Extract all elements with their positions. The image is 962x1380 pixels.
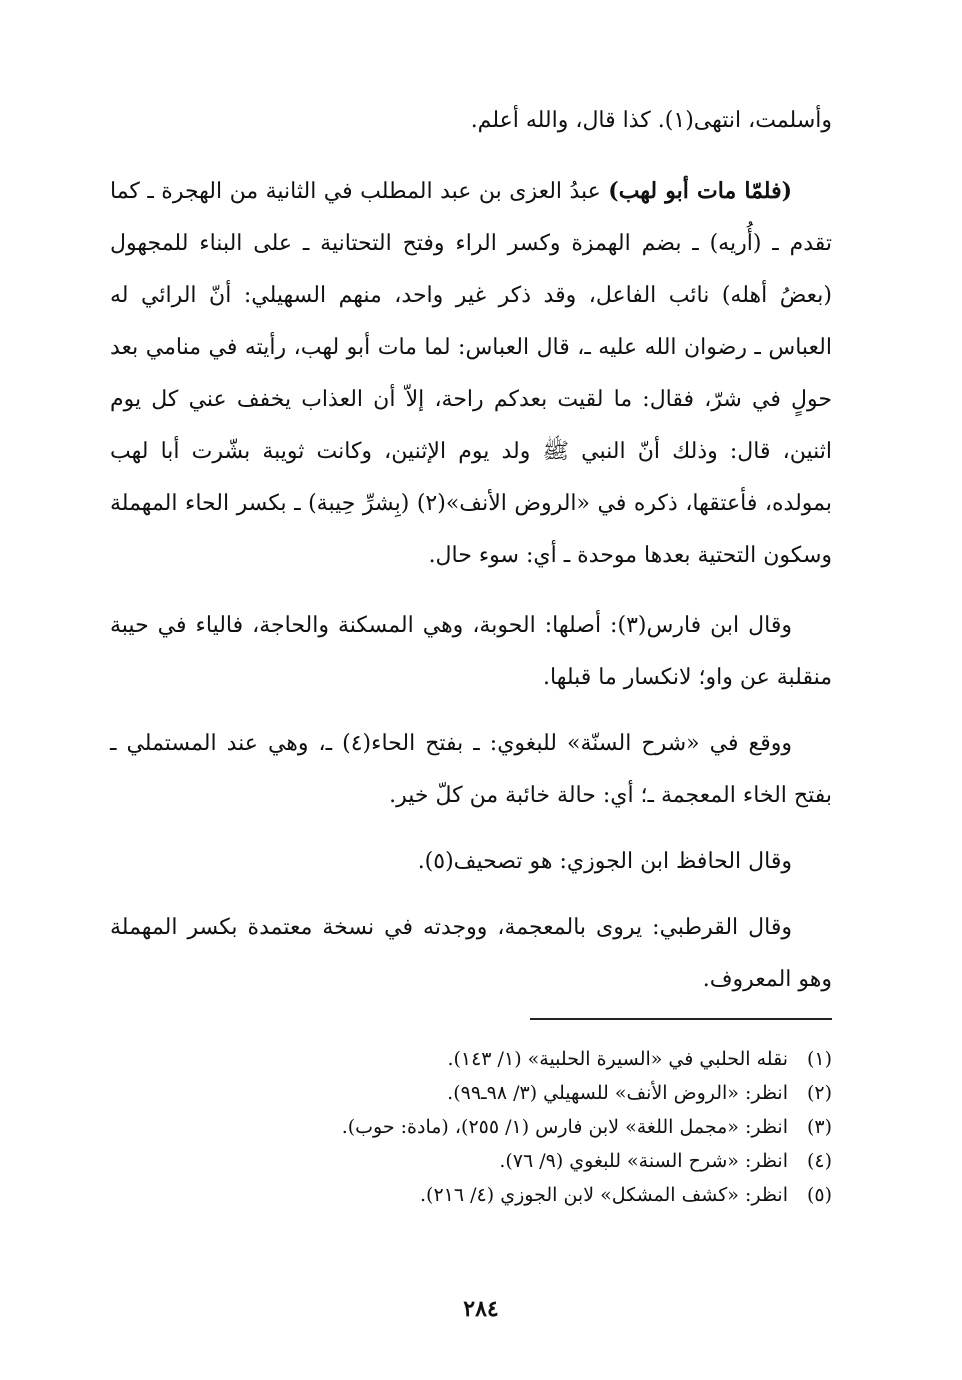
footnote-item — [110, 1076, 832, 1110]
footnote-text: انظر: «الروض الأنف» للسهيلي (٣/ ٩٨ـ٩٩). — [447, 1082, 788, 1104]
footnote-item — [110, 1110, 832, 1144]
footnote-text: انظر: «شرح السنة» للبغوي (٩/ ٧٦). — [499, 1150, 788, 1172]
footnote-text: نقله الحلبي في «السيرة الحلبية» (١/ ١٤٣). — [447, 1048, 788, 1070]
footnote-item — [110, 1042, 832, 1076]
footnote-number: (٤) — [806, 1150, 832, 1172]
paragraph-2-body: عبدُ العزى بن عبد المطلب في الثانية من الهجرة ـ كما تقدم ـ (أُريه) ـ بضم الهمزة وكسر الراء وفتح التحتانية ـ على البناء للمجهول (بعضُ أهله) نائب الفاعل، وقد ذكر غير واحد، منهم السهيلي: أنّ الرائي له العباس ـ رضوان الله عليه ـ، قال العباس: لما مات أبو لهب، رأيته في منامي بعد حولٍ في شرّ، فقال: ما لقيت بعدكم راحة، إلاّ أن العذاب يخفف عني كل يوم اثنين، قال: وذلك أنّ النبي ﷺ ولد يوم الإثنين، وكانت ثويبة بشّرت أبا لهب بمولده، فأعتقها، ذكره في «الروض الأنف»(٢) (بِشرِّ حِيبة) ـ بكسر الحاء المهملة وسكون التحتية بعدها موحدة ـ أي: سوء حال. — [110, 179, 832, 568]
footnote-item — [110, 1178, 832, 1212]
paragraph-4: ووقع في «شرح السنّة» للبغوي: ـ بفتح الحاء(٤) ـ، وهي عند المستملي ـ بفتح الخاء المعجمة ـ؛ أي: حالة خائبة من كلّ خير. — [110, 731, 832, 808]
footnote-number: (٣) — [806, 1116, 832, 1138]
paragraph-6: وقال القرطبي: يروى بالمعجمة، ووجدته في نسخة معتمدة بكسر المهملة وهو المعروف. — [110, 915, 832, 992]
paragraph-1: وأسلمت، انتهى(١). كذا قال، والله أعلم. — [470, 108, 832, 133]
paragraph-5: وقال الحافظ ابن الجوزي: هو تصحيف(٥). — [417, 849, 792, 874]
paragraph-2 — [110, 165, 832, 582]
footnote-text: انظر: «مجمل اللغة» لابن فارس (١/ ٢٥٥)، (مادة: حوب). — [341, 1116, 788, 1138]
paragraph-3: وقال ابن فارس(٣): أصلها: الحوبة، وهي المسكنة والحاجة، فالياء في حيبة منقلبة عن واو؛ لانكسار ما قبلها. — [110, 613, 832, 690]
footnote-number: (١) — [806, 1048, 832, 1070]
footnote-number: (٥) — [806, 1184, 832, 1206]
footnote-number: (٢) — [806, 1082, 832, 1104]
page-number: ٢٨٤ — [463, 1296, 499, 1322]
footnote-text: انظر: «كشف المشكل» لابن الجوزي (٤/ ٢١٦). — [420, 1184, 788, 1206]
footnotes-list — [110, 1042, 832, 1212]
footnote-item — [110, 1144, 832, 1178]
footnote-divider — [530, 1018, 832, 1020]
main-text — [110, 95, 832, 1006]
paragraph-2-heading: (فلمّا مات أبو لهب) — [608, 178, 793, 204]
